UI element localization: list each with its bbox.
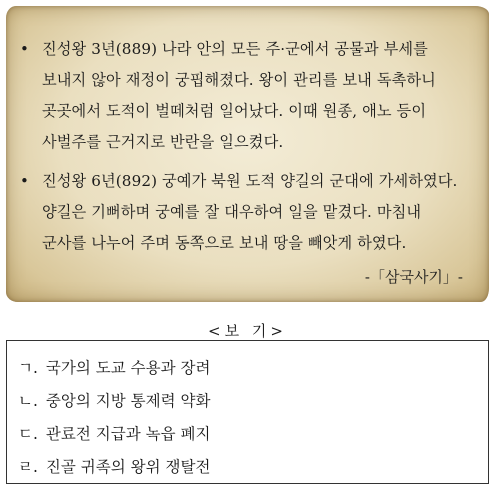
choice-text: 중앙의 지방 통제력 약화 (45, 392, 211, 410)
bullet-2: • (20, 172, 29, 190)
choice-text: 진골 귀족의 왕위 쟁탈전 (45, 458, 211, 476)
choice-nieun (18, 390, 210, 412)
choice-text: 관료전 지급과 녹읍 폐지 (45, 425, 211, 443)
choice-label: ㄹ. (18, 458, 38, 476)
choice-digeut (18, 423, 210, 445)
paragraph-1-line-2: 보내지 않아 재정이 궁핍해졌다. 왕이 관리를 보내 독촉하니 (42, 71, 436, 89)
paragraph-1-line-3: 곳곳에서 도적이 벌떼처럼 일어났다. 이때 원종, 애노 등이 (42, 102, 427, 120)
paragraph-1 (26, 34, 472, 158)
source-passage-panel (6, 6, 489, 302)
bullet-1: • (20, 40, 29, 58)
choice-label: ㄴ. (18, 392, 38, 410)
source-citation: -「삼국사기」- (364, 268, 463, 286)
choice-label: ㄷ. (18, 425, 38, 443)
bogi-title (0, 320, 495, 341)
choice-rieul (18, 456, 210, 478)
choice-label: ㄱ. (18, 359, 38, 377)
choice-text: 국가의 도교 수용과 장려 (45, 359, 211, 377)
choice-giyeok (18, 357, 210, 379)
paragraph-2-line-3: 군사를 나누어 주며 동쪽으로 보내 땅을 빼앗게 하였다. (42, 234, 407, 252)
paragraph-1-line-1: 진성왕 3년(889) 나라 안의 모든 주·군에서 공물과 부세를 (42, 40, 428, 58)
paragraph-1-line-4: 사벌주를 근거지로 반란을 일으켰다. (42, 133, 284, 151)
bogi-title-text: <보 기> (202, 322, 293, 340)
paragraph-2-line-1: 진성왕 6년(892) 궁예가 북원 도적 양길의 군대에 가세하였다. (42, 172, 458, 190)
paragraph-2 (26, 166, 472, 259)
paragraph-2-line-2: 양길은 기뻐하며 궁예를 잘 대우하여 일을 맡겼다. 마침내 (42, 203, 422, 221)
